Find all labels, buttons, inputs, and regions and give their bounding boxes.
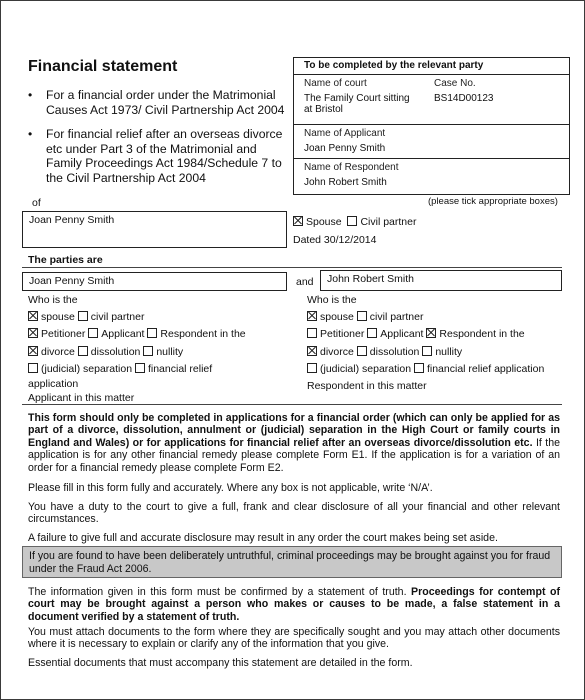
checkbox[interactable] xyxy=(414,363,424,373)
essential-documents-paragraph: Essential documents that must accompany this statement are detailed in the form. xyxy=(28,657,413,669)
bullet-icon: • xyxy=(28,127,33,142)
checkbox[interactable] xyxy=(357,346,367,356)
who-is-label: Who is the xyxy=(307,294,357,306)
bullet-list xyxy=(28,88,290,196)
checkbox[interactable] xyxy=(28,328,38,338)
respondent-value[interactable]: John Robert Smith xyxy=(304,177,387,188)
applicant-matter: Applicant in this matter xyxy=(28,392,135,405)
court-value[interactable]: The Family Court sitting at Bristol xyxy=(304,93,410,115)
checkbox[interactable] xyxy=(307,328,317,338)
disclosure-warning: A failure to give full and accurate disclosure may result in any order the court makes being set aside. xyxy=(28,532,498,544)
fraud-warning-box: If you are found to have been deliberately untruthful, criminal proceedings may be brought against you for fraud under the Fraud Act 2006. xyxy=(22,546,562,578)
checkbox[interactable] xyxy=(78,311,88,321)
bullet-item: • For financial relief after an overseas divorce etc under Part 3 of the Matrimonial and Family Proceedings Act 1984/Schedule 7 to the Civil Partnership Act 2004 xyxy=(28,127,283,185)
case-label: Case No. xyxy=(434,78,476,89)
checkbox[interactable] xyxy=(307,346,317,356)
checkbox[interactable] xyxy=(135,363,145,373)
applicant-row xyxy=(294,125,569,159)
checkbox[interactable] xyxy=(78,346,88,356)
applicant-value[interactable]: Joan Penny Smith xyxy=(304,143,386,154)
divider xyxy=(22,267,562,268)
left-party-column: Who is the spouse civil partner Petitioner Applicant Respondent in the divorce dissolution nullity (judicial) separation financial relief application Applicant in this matter xyxy=(28,292,283,406)
intro-paragraph: This form should only be completed in applications for a financial order (which can only be applied for as part of a divorce, dissolution, annulment or (judicial) separation in the High Court or family courts in England and Wales) or for applications for financial relief after an overseas divorce/dissolution etc. If the application is for any other financial remedy please complete Form E1. If the application is for a variation of an order for a financial remedy please complete Form E2. xyxy=(28,412,560,474)
checkbox[interactable] xyxy=(307,363,317,373)
checkbox[interactable] xyxy=(307,311,317,321)
party1-field[interactable]: Joan Penny Smith xyxy=(22,272,287,291)
checkbox[interactable] xyxy=(88,328,98,338)
fill-instructions: Please fill in this form fully and accurately. Where any box is not applicable, write ‘N/A’. xyxy=(28,482,433,494)
spouse-checkbox[interactable] xyxy=(293,216,303,226)
checkbox[interactable] xyxy=(147,328,157,338)
checkbox[interactable] xyxy=(28,311,38,321)
parties-heading: The parties are xyxy=(28,254,103,266)
form-title: Financial statement xyxy=(28,58,178,75)
case-value[interactable]: BS14D00123 xyxy=(434,93,494,104)
dated-text: Dated 30/12/2014 xyxy=(293,234,377,246)
checkbox[interactable] xyxy=(143,346,153,356)
checkbox[interactable] xyxy=(357,311,367,321)
and-label: and xyxy=(296,276,314,288)
respondent-label: Name of Respondent xyxy=(304,162,399,173)
duty-paragraph: You have a duty to the court to give a full, frank and clear disclosure of all your financial and other relevant circumstances. xyxy=(28,501,560,526)
panel-header: To be completed by the relevant party xyxy=(294,58,569,75)
statement-of-truth-paragraph: The information given in this form must be confirmed by a statement of truth. Proceedings for contempt of court may be brought against a person who makes or causes to be made, a false statement in a document verified by a statement of truth. xyxy=(28,586,560,623)
checkbox[interactable] xyxy=(367,328,377,338)
civil-partner-checkbox[interactable] xyxy=(347,216,357,226)
checkbox[interactable] xyxy=(426,328,436,338)
respondent-matter: Respondent in this matter xyxy=(307,380,427,393)
checkbox[interactable] xyxy=(422,346,432,356)
tick-note: (please tick appropriate boxes) xyxy=(428,196,558,207)
attach-documents-paragraph: You must attach documents to the form where they are specifically sought and you may attach other documents where it is necessary to explain or clarify any of the information that you give. xyxy=(28,626,560,651)
of-field[interactable]: Joan Penny Smith xyxy=(22,211,287,248)
checkbox[interactable] xyxy=(28,346,38,356)
party2-field[interactable]: John Robert Smith xyxy=(320,270,562,291)
right-party-column: Who is the spouse civil partner Petitioner Applicant Respondent in the divorce dissolution nullity (judicial) separation financial relief application Respondent in this matter xyxy=(307,292,562,395)
court-label: Name of court xyxy=(304,78,367,89)
respondent-row xyxy=(294,159,569,194)
court-row xyxy=(294,75,569,125)
checkbox[interactable] xyxy=(28,363,38,373)
divider xyxy=(22,404,562,405)
bullet-icon: • xyxy=(28,88,33,102)
who-is-label: Who is the xyxy=(28,294,78,306)
applicant-label: Name of Applicant xyxy=(304,128,386,139)
relationship-options: Spouse Civil partner xyxy=(293,216,417,228)
of-label: of xyxy=(32,197,41,209)
relevant-party-panel xyxy=(293,57,570,195)
bullet-item: • For a financial order under the Matrimonial Causes Act 1973/ Civil Partnership Act 2004 xyxy=(28,88,285,117)
